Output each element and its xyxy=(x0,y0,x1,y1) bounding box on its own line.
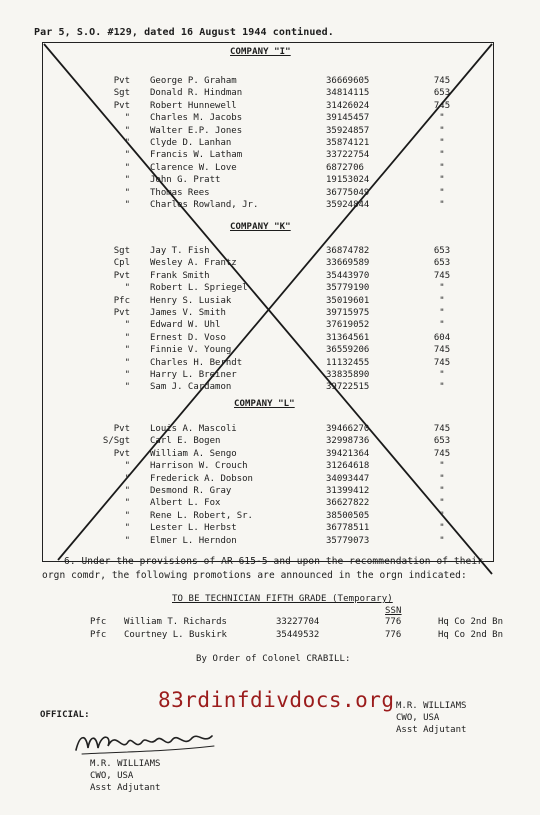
roster-rank: " xyxy=(124,162,130,173)
roster-mos: 653 xyxy=(433,258,451,269)
roster-rank: " xyxy=(124,370,130,380)
roster-rank: Pvt xyxy=(113,270,130,281)
roster-row xyxy=(0,296,540,308)
roster-serial: 36669605 xyxy=(326,76,370,86)
roster-mos: 745 xyxy=(433,100,451,111)
roster-rank: " xyxy=(124,510,130,521)
roster-name: Sam J. Cardamon xyxy=(150,382,232,393)
roster-row xyxy=(0,436,540,448)
roster-serial: 34093447 xyxy=(326,473,370,484)
roster-rank: " xyxy=(124,138,130,148)
signer-grade: CWO, USA xyxy=(396,713,440,723)
roster-mos: 745 xyxy=(433,448,451,459)
page-header: Par 5, S.O. #129, dated 16 August 1944 continued. xyxy=(34,27,334,38)
roster-name: Harry L. Breiner xyxy=(150,370,237,380)
roster-name: William A. Sengo xyxy=(150,448,237,459)
roster-row xyxy=(0,382,540,394)
roster-serial: 35924844 xyxy=(326,200,370,210)
roster-serial: 39722515 xyxy=(326,382,370,393)
roster-serial: 35443970 xyxy=(326,270,370,281)
roster-mos: 604 xyxy=(433,332,451,343)
roster-serial: 39466270 xyxy=(326,424,370,434)
roster-name: Charles Rowland, Jr. xyxy=(150,200,259,210)
roster-serial: 19153024 xyxy=(326,175,370,186)
roster-row xyxy=(0,76,540,88)
roster-serial: 31264618 xyxy=(326,461,370,472)
roster-serial: 36627822 xyxy=(326,498,370,509)
roster-name: James V. Smith xyxy=(150,308,226,318)
roster-name: Desmond R. Gray xyxy=(150,486,232,496)
roster-serial: 35924857 xyxy=(326,125,370,136)
roster-mos: " xyxy=(439,283,445,294)
roster-serial: 39715975 xyxy=(326,308,370,318)
roster-mos: " xyxy=(439,308,445,318)
roster-serial: 11132455 xyxy=(326,357,370,368)
roster-rank: " xyxy=(124,150,130,161)
roster-mos: " xyxy=(439,175,445,186)
roster-name: George P. Graham xyxy=(150,76,237,86)
company-l-heading: COMPANY "L" xyxy=(234,399,295,409)
roster-name: Frank Smith xyxy=(150,270,210,281)
roster-serial: 35779190 xyxy=(326,283,370,294)
roster-rank: Pvt xyxy=(113,308,130,318)
order-line: By Order of Colonel CRABILL: xyxy=(196,654,351,664)
roster-row xyxy=(0,536,540,548)
roster-mos: " xyxy=(439,498,445,509)
roster-name: Walter E.P. Jones xyxy=(150,125,243,136)
roster-name: John G. Pratt xyxy=(150,175,221,186)
roster-serial: 35019601 xyxy=(326,295,370,306)
roster-row xyxy=(0,138,540,150)
promotion-row xyxy=(0,617,540,629)
roster-name: Clyde D. Lanhan xyxy=(150,138,232,148)
roster-name: Donald R. Hindman xyxy=(150,88,243,99)
roster-rank: " xyxy=(124,200,130,210)
company-k-heading: COMPANY "K" xyxy=(230,222,291,232)
roster-name: Finnie V. Young xyxy=(150,345,232,356)
roster-rank: " xyxy=(124,535,130,546)
roster-rank: " xyxy=(124,523,130,534)
roster-name: Francis W. Latham xyxy=(150,150,243,161)
roster-serial: 31399412 xyxy=(326,486,370,496)
roster-rank: Pvt xyxy=(113,100,130,111)
promotion-ssn: 776 xyxy=(385,630,402,640)
roster-serial: 33835890 xyxy=(326,370,370,380)
roster-rank: " xyxy=(124,357,130,368)
roster-rank: " xyxy=(124,113,130,124)
signer-title: Asst Adjutant xyxy=(396,725,467,735)
promotion-unit: Hq Co 2nd Bn xyxy=(438,630,504,640)
roster-row xyxy=(0,358,540,370)
roster-rank: " xyxy=(124,486,130,496)
promotion-rank: Pfc xyxy=(90,617,107,627)
roster-row xyxy=(0,424,540,436)
promotion-name: Courtney L. Buskirk xyxy=(124,630,227,640)
roster-mos: " xyxy=(439,187,445,198)
company-i-heading: COMPANY "I" xyxy=(230,47,291,57)
roster-row xyxy=(0,246,540,258)
roster-row xyxy=(0,498,540,510)
roster-row xyxy=(0,101,540,113)
roster-serial: 33722754 xyxy=(326,150,370,161)
roster-row xyxy=(0,88,540,100)
roster-name: Robert Hunnewell xyxy=(150,100,237,111)
roster-name: Lester L. Herbst xyxy=(150,523,237,534)
roster-name: Carl E. Bogen xyxy=(150,436,221,447)
roster-mos: 653 xyxy=(433,436,451,447)
roster-row xyxy=(0,333,540,345)
roster-name: Albert L. Fox xyxy=(150,498,221,509)
roster-mos: " xyxy=(439,113,445,124)
roster-mos: 745 xyxy=(433,76,451,86)
roster-row xyxy=(0,449,540,461)
handwritten-signature xyxy=(72,722,222,762)
roster-rank: Pfc xyxy=(113,295,130,306)
signature-block-right xyxy=(396,700,466,736)
paragraph-6-line-2: orgn comdr, the following promotions are announced in the orgn indicated: xyxy=(42,570,467,581)
signer-grade: CWO, USA xyxy=(90,771,134,781)
roster-row xyxy=(0,271,540,283)
promotion-row xyxy=(0,630,540,642)
roster-row xyxy=(0,258,540,270)
promotion-ssn: 776 xyxy=(385,617,402,627)
paragraph-6-line-1: 6. Under the provisions of AR 615-5 and upon the recommendation of their xyxy=(64,556,484,567)
roster-row xyxy=(0,486,540,498)
roster-mos: " xyxy=(439,162,445,173)
signer-name: M.R. WILLIAMS xyxy=(396,701,467,711)
official-label: OFFICIAL: xyxy=(40,710,90,720)
roster-row xyxy=(0,175,540,187)
roster-serial: 38500505 xyxy=(326,510,370,521)
roster-rank: " xyxy=(124,125,130,136)
roster-rank: " xyxy=(124,345,130,356)
roster-mos: " xyxy=(439,138,445,148)
roster-rank: " xyxy=(124,283,130,294)
roster-row xyxy=(0,511,540,523)
roster-serial: 36559206 xyxy=(326,345,370,356)
roster-mos: " xyxy=(439,535,445,546)
roster-row xyxy=(0,200,540,212)
roster-mos: " xyxy=(439,150,445,161)
roster-mos: " xyxy=(439,320,445,331)
roster-serial: 32998736 xyxy=(326,436,370,447)
roster-serial: 6872706 xyxy=(326,162,364,173)
roster-rank: " xyxy=(124,332,130,343)
roster-name: Louis A. Mascoli xyxy=(150,424,237,434)
roster-name: Charles H. Berndt xyxy=(150,357,243,368)
roster-mos: 653 xyxy=(433,246,451,256)
roster-name: Clarence W. Love xyxy=(150,162,237,173)
roster-row xyxy=(0,163,540,175)
signer-name: M.R. WILLIAMS xyxy=(90,759,161,769)
roster-row xyxy=(0,345,540,357)
roster-name: Edward W. Uhl xyxy=(150,320,221,331)
roster-row xyxy=(0,113,540,125)
signer-title: Asst Adjutant xyxy=(90,783,161,793)
roster-name: Thomas Rees xyxy=(150,187,210,198)
roster-rank: Sgt xyxy=(113,88,130,99)
roster-name: Frederick A. Dobson xyxy=(150,473,253,484)
roster-mos: " xyxy=(439,125,445,136)
roster-rank: Sgt xyxy=(113,246,130,256)
roster-serial: 31364561 xyxy=(326,332,370,343)
roster-rank: " xyxy=(124,187,130,198)
roster-row xyxy=(0,188,540,200)
roster-rank: Pvt xyxy=(113,424,130,434)
roster-mos: " xyxy=(439,486,445,496)
roster-rank: " xyxy=(124,175,130,186)
roster-name: Elmer L. Herndon xyxy=(150,535,237,546)
roster-rank: Pvt xyxy=(113,76,130,86)
roster-mos: " xyxy=(439,523,445,534)
roster-serial: 36778511 xyxy=(326,523,370,534)
roster-serial: 39145457 xyxy=(326,113,370,124)
roster-rank: " xyxy=(124,320,130,331)
roster-rank: " xyxy=(124,461,130,472)
roster-rank: " xyxy=(124,473,130,484)
promotion-unit: Hq Co 2nd Bn xyxy=(438,617,504,627)
roster-name: Robert L. Spriegel xyxy=(150,283,248,294)
roster-row xyxy=(0,523,540,535)
roster-serial: 34814115 xyxy=(326,88,370,99)
roster-mos: " xyxy=(439,200,445,210)
roster-mos: " xyxy=(439,295,445,306)
roster-mos: " xyxy=(439,510,445,521)
roster-mos: 745 xyxy=(433,270,451,281)
roster-serial: 37619052 xyxy=(326,320,370,331)
signature-block-left xyxy=(90,758,160,794)
roster-name: Harrison W. Crouch xyxy=(150,461,248,472)
roster-rank: " xyxy=(124,382,130,393)
promotion-name: William T. Richards xyxy=(124,617,227,627)
roster-row xyxy=(0,126,540,138)
source-watermark: 83rdinfdivdocs.org xyxy=(158,688,395,712)
roster-name: Jay T. Fish xyxy=(150,246,210,256)
promotion-serial: 33227704 xyxy=(276,617,320,627)
roster-row xyxy=(0,320,540,332)
roster-row xyxy=(0,308,540,320)
roster-name: Charles M. Jacobs xyxy=(150,113,243,124)
roster-name: Rene L. Robert, Sr. xyxy=(150,510,253,521)
roster-serial: 36775049 xyxy=(326,187,370,198)
roster-rank: " xyxy=(124,498,130,509)
roster-rank: Pvt xyxy=(113,448,130,459)
roster-serial: 33669589 xyxy=(326,258,370,269)
promotion-serial: 35449532 xyxy=(276,630,320,640)
roster-mos: 745 xyxy=(433,345,451,356)
roster-mos: 653 xyxy=(433,88,451,99)
roster-mos: " xyxy=(439,473,445,484)
roster-row xyxy=(0,474,540,486)
roster-mos: 745 xyxy=(433,357,451,368)
roster-mos: " xyxy=(439,461,445,472)
ssn-column-label: SSN xyxy=(385,606,402,616)
roster-row xyxy=(0,150,540,162)
roster-serial: 35779073 xyxy=(326,535,370,546)
roster-row xyxy=(0,461,540,473)
roster-name: Henry S. Lusiak xyxy=(150,295,232,306)
roster-serial: 35874121 xyxy=(326,138,370,148)
roster-serial: 39421364 xyxy=(326,448,370,459)
roster-rank: Cpl xyxy=(113,258,130,269)
roster-row xyxy=(0,370,540,382)
roster-rank: S/Sgt xyxy=(102,436,130,447)
promotion-subheading: TO BE TECHNICIAN FIFTH GRADE (Temporary) xyxy=(172,594,393,604)
roster-serial: 31426024 xyxy=(326,100,370,111)
roster-row xyxy=(0,283,540,295)
roster-serial: 36874782 xyxy=(326,246,370,256)
promotion-rank: Pfc xyxy=(90,630,107,640)
roster-mos: " xyxy=(439,382,445,393)
roster-mos: " xyxy=(439,370,445,380)
roster-name: Ernest D. Voso xyxy=(150,332,226,343)
roster-mos: 745 xyxy=(433,424,451,434)
roster-name: Wesley A. Frantz xyxy=(150,258,237,269)
